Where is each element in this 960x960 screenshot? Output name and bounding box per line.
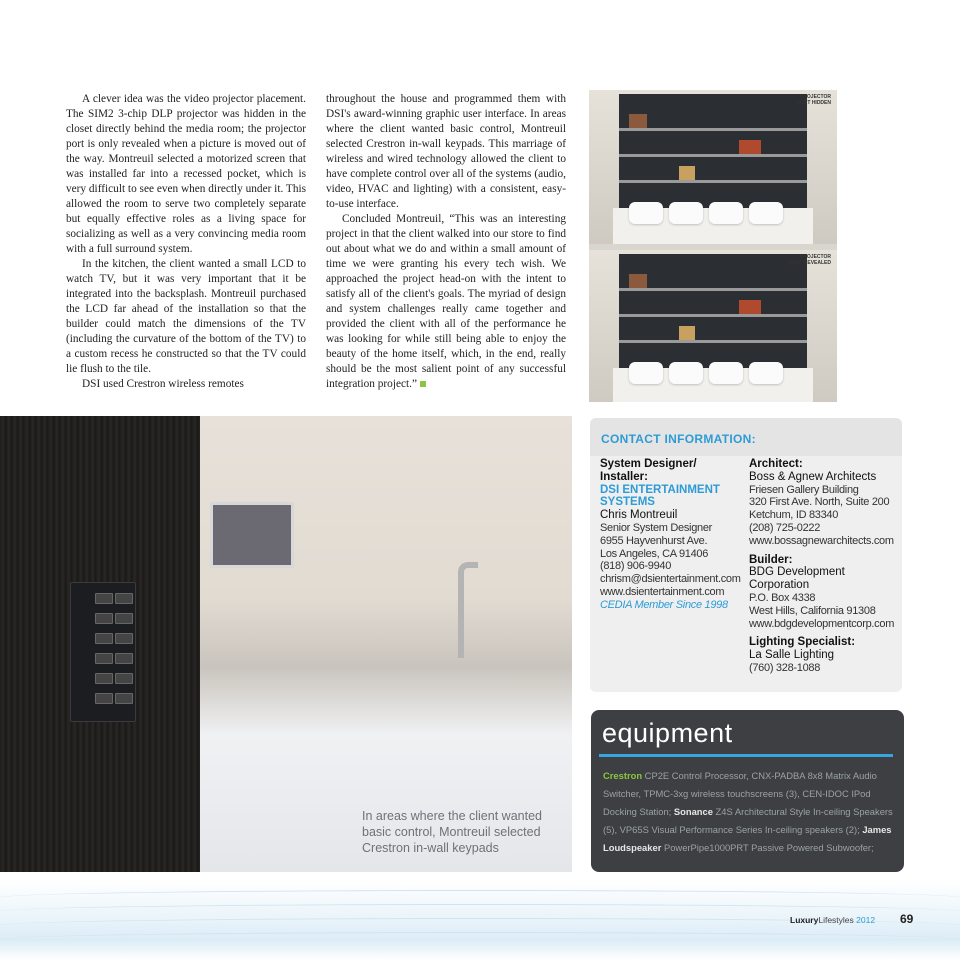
builder-address: P.O. Box 4338 — [749, 591, 816, 604]
brand-sonance: Sonance — [673, 806, 713, 817]
tag-port-hidden: PROJECTOR PORT HIDDEN — [796, 94, 831, 106]
lighting-name: La Salle Lighting — [749, 649, 835, 662]
designer-address: 6955 Hayvenhurst Ave. — [600, 534, 708, 547]
article-paragraph: A clever idea was the video projector placement. The SIM2 3-chip DLP projector was hidden in the closet directly behind the media room; the projector port is only revealed when a picture is moved out of the way. Montreuil selected a motorized screen that was installed far into a recessed pocket, which is very difficult to see even when directly under it. This allowed the room to serve two completely separate but equally effective roles as a living space for socializing as well as a very convincing media room with a full surround system. — [66, 93, 306, 255]
builder-website[interactable]: www.bdgdevelopmentcorp.com — [749, 617, 895, 630]
designer-address: Los Angeles, CA 91406 — [600, 547, 709, 560]
architect-phone: (208) 725-0222 — [749, 521, 821, 534]
article-column-1 — [66, 92, 306, 392]
designer-heading: Installer: — [600, 470, 648, 483]
architect-address: 320 First Ave. North, Suite 200 — [749, 496, 890, 509]
equipment-divider — [599, 754, 893, 757]
architect-heading: Architect: — [749, 458, 803, 470]
keypad-icon — [70, 582, 136, 722]
issue-year: 2012 — [856, 915, 876, 925]
contact-info-box — [590, 418, 902, 692]
footer-brand — [790, 915, 875, 925]
equipment-title: equipment — [602, 718, 733, 748]
designer-phone: (818) 906-9940 — [600, 560, 672, 573]
architect-address: Ketchum, ID 83340 — [749, 509, 839, 522]
scene-port-revealed — [589, 250, 837, 402]
article-paragraph: throughout the house and programmed them with DSI's award-winning graphic user interface. In areas where the client wanted basic control, Montreuil selected Crestron in-wall keypads. This marriage of wireless and wired technology allowed the client to have complete control over all of the systems (audio, video, HVAC and lighting) with a consistent, easy-to-use interface. — [326, 93, 566, 210]
builder-name: Corporation — [749, 579, 810, 592]
partners-block — [749, 458, 899, 675]
james-items: PowerPipe1000PRT Passive Powered Subwoofer; — [661, 842, 874, 853]
sonance-items: Z4S Architectural Style In-ceiling Speakers (5), VP65S Visual Performance Series In-ceiling speakers (2); — [603, 806, 893, 835]
designer-block — [600, 458, 750, 612]
photo-caption: In areas where the client wanted basic control, Montreuil selected Crestron in-wall keypads — [362, 809, 542, 855]
designer-name: Chris Montreuil — [600, 509, 678, 522]
brand-lifestyles: Lifestyles — [818, 915, 854, 925]
tag-port-revealed: PROJECTOR PORT REVEALED — [788, 254, 831, 266]
equipment-list — [603, 767, 897, 857]
brand-luxury: Luxury — [790, 915, 819, 925]
crestron-items: CP2E Control Processor, CNX-PADBA 8x8 Matrix Audio Switcher, TPMC-3xg wireless touchscreens (3), CEN-IDOC IPod Docking Station; — [603, 770, 877, 817]
scene-port-hidden — [589, 90, 837, 244]
article-paragraph: In the kitchen, the client wanted a small LCD to watch TV, but it was very important that it be integrated into the backsplash. Montreuil purchased the LCD far ahead of the installation so that the builder could match the dimensions of the TV (including the curvature of the bottom of the TV) to a custom recess he constructed so that the TV could lie flush to the tile. — [66, 258, 306, 375]
architect-website[interactable]: www.bossagnewarchitects.com — [749, 534, 894, 547]
designer-role: Senior System Designer — [600, 521, 713, 534]
cedia-member: CEDIA Member Since 1998 — [600, 598, 728, 611]
architect-name: Boss & Agnew Architects — [749, 470, 877, 483]
end-mark-icon — [420, 381, 426, 387]
designer-email[interactable]: chrism@dsientertainment.com — [600, 573, 741, 586]
builder-name: BDG Development — [749, 566, 845, 579]
designer-heading: System Designer/ — [600, 458, 697, 470]
article-paragraph — [326, 212, 566, 392]
lighting-heading: Lighting Specialist: — [749, 636, 856, 649]
contact-title: CONTACT INFORMATION: — [601, 432, 756, 446]
equipment-box — [591, 710, 904, 872]
kitchen-tv — [210, 502, 294, 568]
architect-address: Friesen Gallery Building — [749, 483, 859, 496]
lighting-phone: (760) 328-1088 — [749, 661, 821, 674]
designer-company: SYSTEMS — [600, 496, 655, 509]
article-column-2 — [326, 92, 566, 392]
page-number: 69 — [900, 912, 914, 926]
designer-company: DSI ENTERTAINMENT — [600, 483, 720, 496]
projector-port-photo — [589, 90, 837, 402]
brand-crestron: Crestron — [603, 770, 643, 781]
article-paragraph-text: Concluded Montreuil, “This was an interesting project in that the client walked into our store to find out about what we do and within a small amount of time we were granting his every tech wish. We approached the project head-on with the intent to satisfy all of the client's goals. The myriad of design and system challenges really came together and provided the client with all of the performance he was looking for while still being able to enjoy the beauty of the home itself, which, in the end, really should be the most salient point of any successful integration project.” — [326, 213, 566, 390]
faucet — [458, 562, 478, 658]
designer-website[interactable]: www.dsientertainment.com — [600, 585, 725, 598]
builder-address: West Hills, California 91308 — [749, 604, 876, 617]
builder-heading: Builder: — [749, 553, 793, 566]
brand-james: James Loudspeaker — [603, 824, 892, 853]
article-paragraph: DSI used Crestron wireless remotes — [82, 378, 244, 390]
